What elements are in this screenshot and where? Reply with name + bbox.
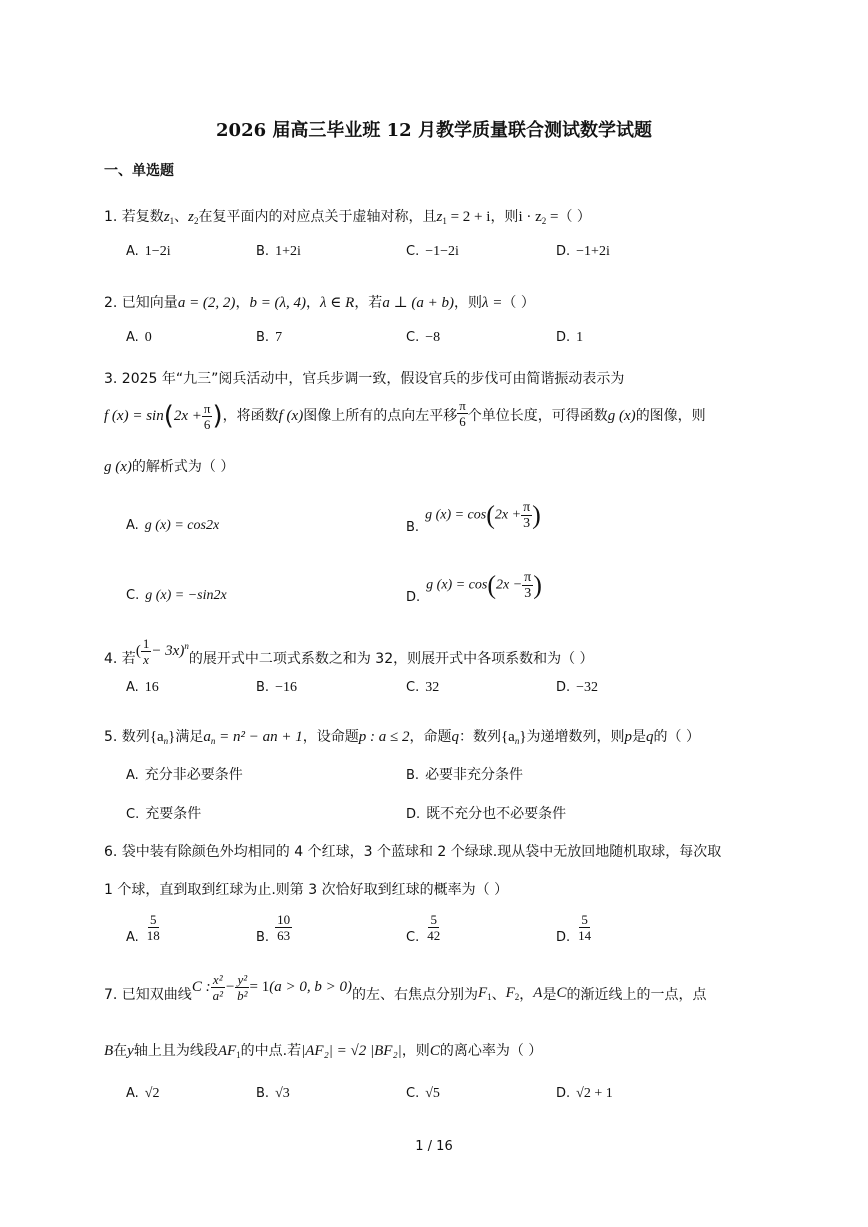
section-heading: 一、单选题 — [104, 163, 174, 179]
perp-condition: a ⊥ (a + b) — [382, 295, 455, 311]
q4-option-a[interactable]: A. 16 — [126, 680, 159, 695]
z2-symbol: $z_2$ — [188, 209, 199, 226]
q3-option-d[interactable]: D.g (x) = cos(2x − $\frac{\pi}{3}$ ) — [406, 570, 542, 605]
lambda-domain: λ ∈ R — [320, 295, 355, 311]
question-7-line-2: B在y轴上且为线段$AF_1$的中点.若|AF₂| = √2 |BF₂|，则C的离心率为（ ） — [104, 1043, 543, 1060]
q1-condition: $z_1 = 2 + i$ — [436, 209, 491, 226]
question-5-stem: 5. 数列$\{a_n\}$满足$a_n = n^2$ − an + 1，设命题p : a ≤ 2，命题q：数列$\{a_n\}$为递增数列，则p是q的（ ） — [104, 729, 700, 746]
q2-option-c[interactable]: C. −8 — [406, 330, 441, 345]
q4-option-b[interactable]: B. −16 — [256, 680, 297, 695]
q7-option-a[interactable]: A. √2 — [126, 1086, 160, 1101]
question-3-line-3: g (x)的解析式为（ ） — [104, 459, 235, 475]
q6-option-c[interactable]: C. $\frac{5}{42}$ — [406, 912, 441, 945]
q2-option-a[interactable]: A. 0 — [126, 330, 152, 345]
q1-option-d[interactable]: D. −1+2i — [556, 244, 610, 259]
page-number: 1 / 16 — [415, 1139, 453, 1154]
q1-option-c[interactable]: C. −1−2i — [406, 244, 459, 259]
q1-option-b[interactable]: B. 1+2i — [256, 244, 301, 259]
focal-relation: |AF₂| = √2 |BF₂| — [301, 1043, 402, 1059]
q3-option-b[interactable]: B.g (x) = cos(2x + $\frac{\pi}{3}$ ) — [406, 500, 541, 535]
binomial-expression: ( $\frac{1}{x}$ − 3x)$^n$ — [135, 636, 189, 667]
q1-text-2: 在复平面内的对应点关于虚轴对称，且 — [198, 209, 437, 225]
hyperbola-equation: C : $\frac{\text{x²}}{\text{a²}}$ − $\frac{\text{y²}}{\text{b²}}$ = 1(a > 0, b > 0) — [191, 972, 352, 1003]
question-2-stem: 2. 已知向量a = (2, 2)，b = (λ, 4)，λ ∈ R，若a ⊥ (a + b)，则λ =（ ） — [104, 295, 535, 311]
q5-option-d[interactable]: D. 既不充分也不必要条件 — [406, 806, 567, 822]
q1-product: $i \cdot z_2$ = — [518, 209, 559, 226]
q6-option-a[interactable]: A. $\frac{5}{18}$ — [126, 912, 160, 945]
q6-option-d[interactable]: D. $\frac{5}{14}$ — [556, 912, 592, 945]
question-3-line-2: f (x) = sin(2x + $\frac{\pi}{6}$ )，将函数f (x)图像上所有的点向左平移 $\frac{\pi}{6}$ 个单位长度，可得函数g (x)的图像，则 — [104, 398, 706, 432]
q1-text: 1. 若复数 — [104, 209, 164, 225]
q5-option-a[interactable]: A. 充分非必要条件 — [126, 767, 243, 783]
question-6-line-1: 6. 袋中装有除颜色外均相同的 4 个红球，3 个蓝球和 2 个绿球.现从袋中无放回地随机取球，每次取 — [104, 844, 722, 860]
q1-text-3: ，则 — [490, 209, 519, 225]
q3-option-c[interactable]: C. g (x) = −sin2x — [126, 588, 227, 603]
q4-option-d[interactable]: D. −32 — [556, 680, 599, 695]
q7-option-c[interactable]: C. √5 — [406, 1086, 440, 1101]
f-def: f (x) = sin — [104, 408, 164, 424]
q7-option-d[interactable]: D. √2 + 1 — [556, 1086, 613, 1101]
q5-option-c[interactable]: C. 充要条件 — [126, 806, 202, 822]
sequence-formula: $a_n = n^2$ − an + 1 — [203, 729, 303, 746]
question-6-line-2: 1 个球，直到取到红球为止.则第 3 次恰好取到红球的概率为（ ） — [104, 882, 509, 898]
q4-option-c[interactable]: C. 32 — [406, 680, 440, 695]
question-3-line-1: 3. 2025 年“九三”阅兵活动中，官兵步调一致，假设官兵的步伐可由简谐振动表示为 — [104, 371, 625, 387]
q5-option-b[interactable]: B. 必要非充分条件 — [406, 767, 524, 783]
vector-a: a = (2, 2) — [177, 295, 236, 311]
question-7-line-1: 7. 已知双曲线C : $\frac{\text{x²}}{\text{a²}}$ − $\frac{\text{y²}}{\text{b²}}$ = 1(a > 0, b > 0)的左、右焦点分别为$F_1$、$F_2$，A是C的渐近线上的一点，点 — [104, 972, 707, 1003]
sequence-symbol: $\{a_n\}$ — [149, 729, 176, 746]
z1-symbol: $z_1$ — [163, 209, 175, 226]
q7-option-b[interactable]: B. √3 — [256, 1086, 290, 1101]
q1-sep: 、 — [174, 209, 189, 225]
page-title: 2026 届高三毕业班 12 月教学质量联合测试数学试题 — [216, 120, 652, 141]
q1-blank: （ ） — [558, 209, 591, 225]
question-1-stem — [104, 206, 591, 226]
q2-option-d[interactable]: D. 1 — [556, 330, 584, 345]
question-4-stem: 4. 若( $\frac{1}{x}$ − 3x)$^n$的展开式中二项式系数之和为 32，则展开式中各项系数和为（ ） — [104, 636, 594, 667]
vector-b: b = (λ, 4) — [249, 295, 307, 311]
q1-option-a[interactable]: A. 1−2i — [126, 244, 171, 259]
q2-option-b[interactable]: B. 7 — [256, 330, 283, 345]
q6-option-b[interactable]: B. $\frac{10}{63}$ — [256, 912, 291, 945]
q3-option-a[interactable]: A. g (x) = cos2x — [126, 518, 220, 533]
